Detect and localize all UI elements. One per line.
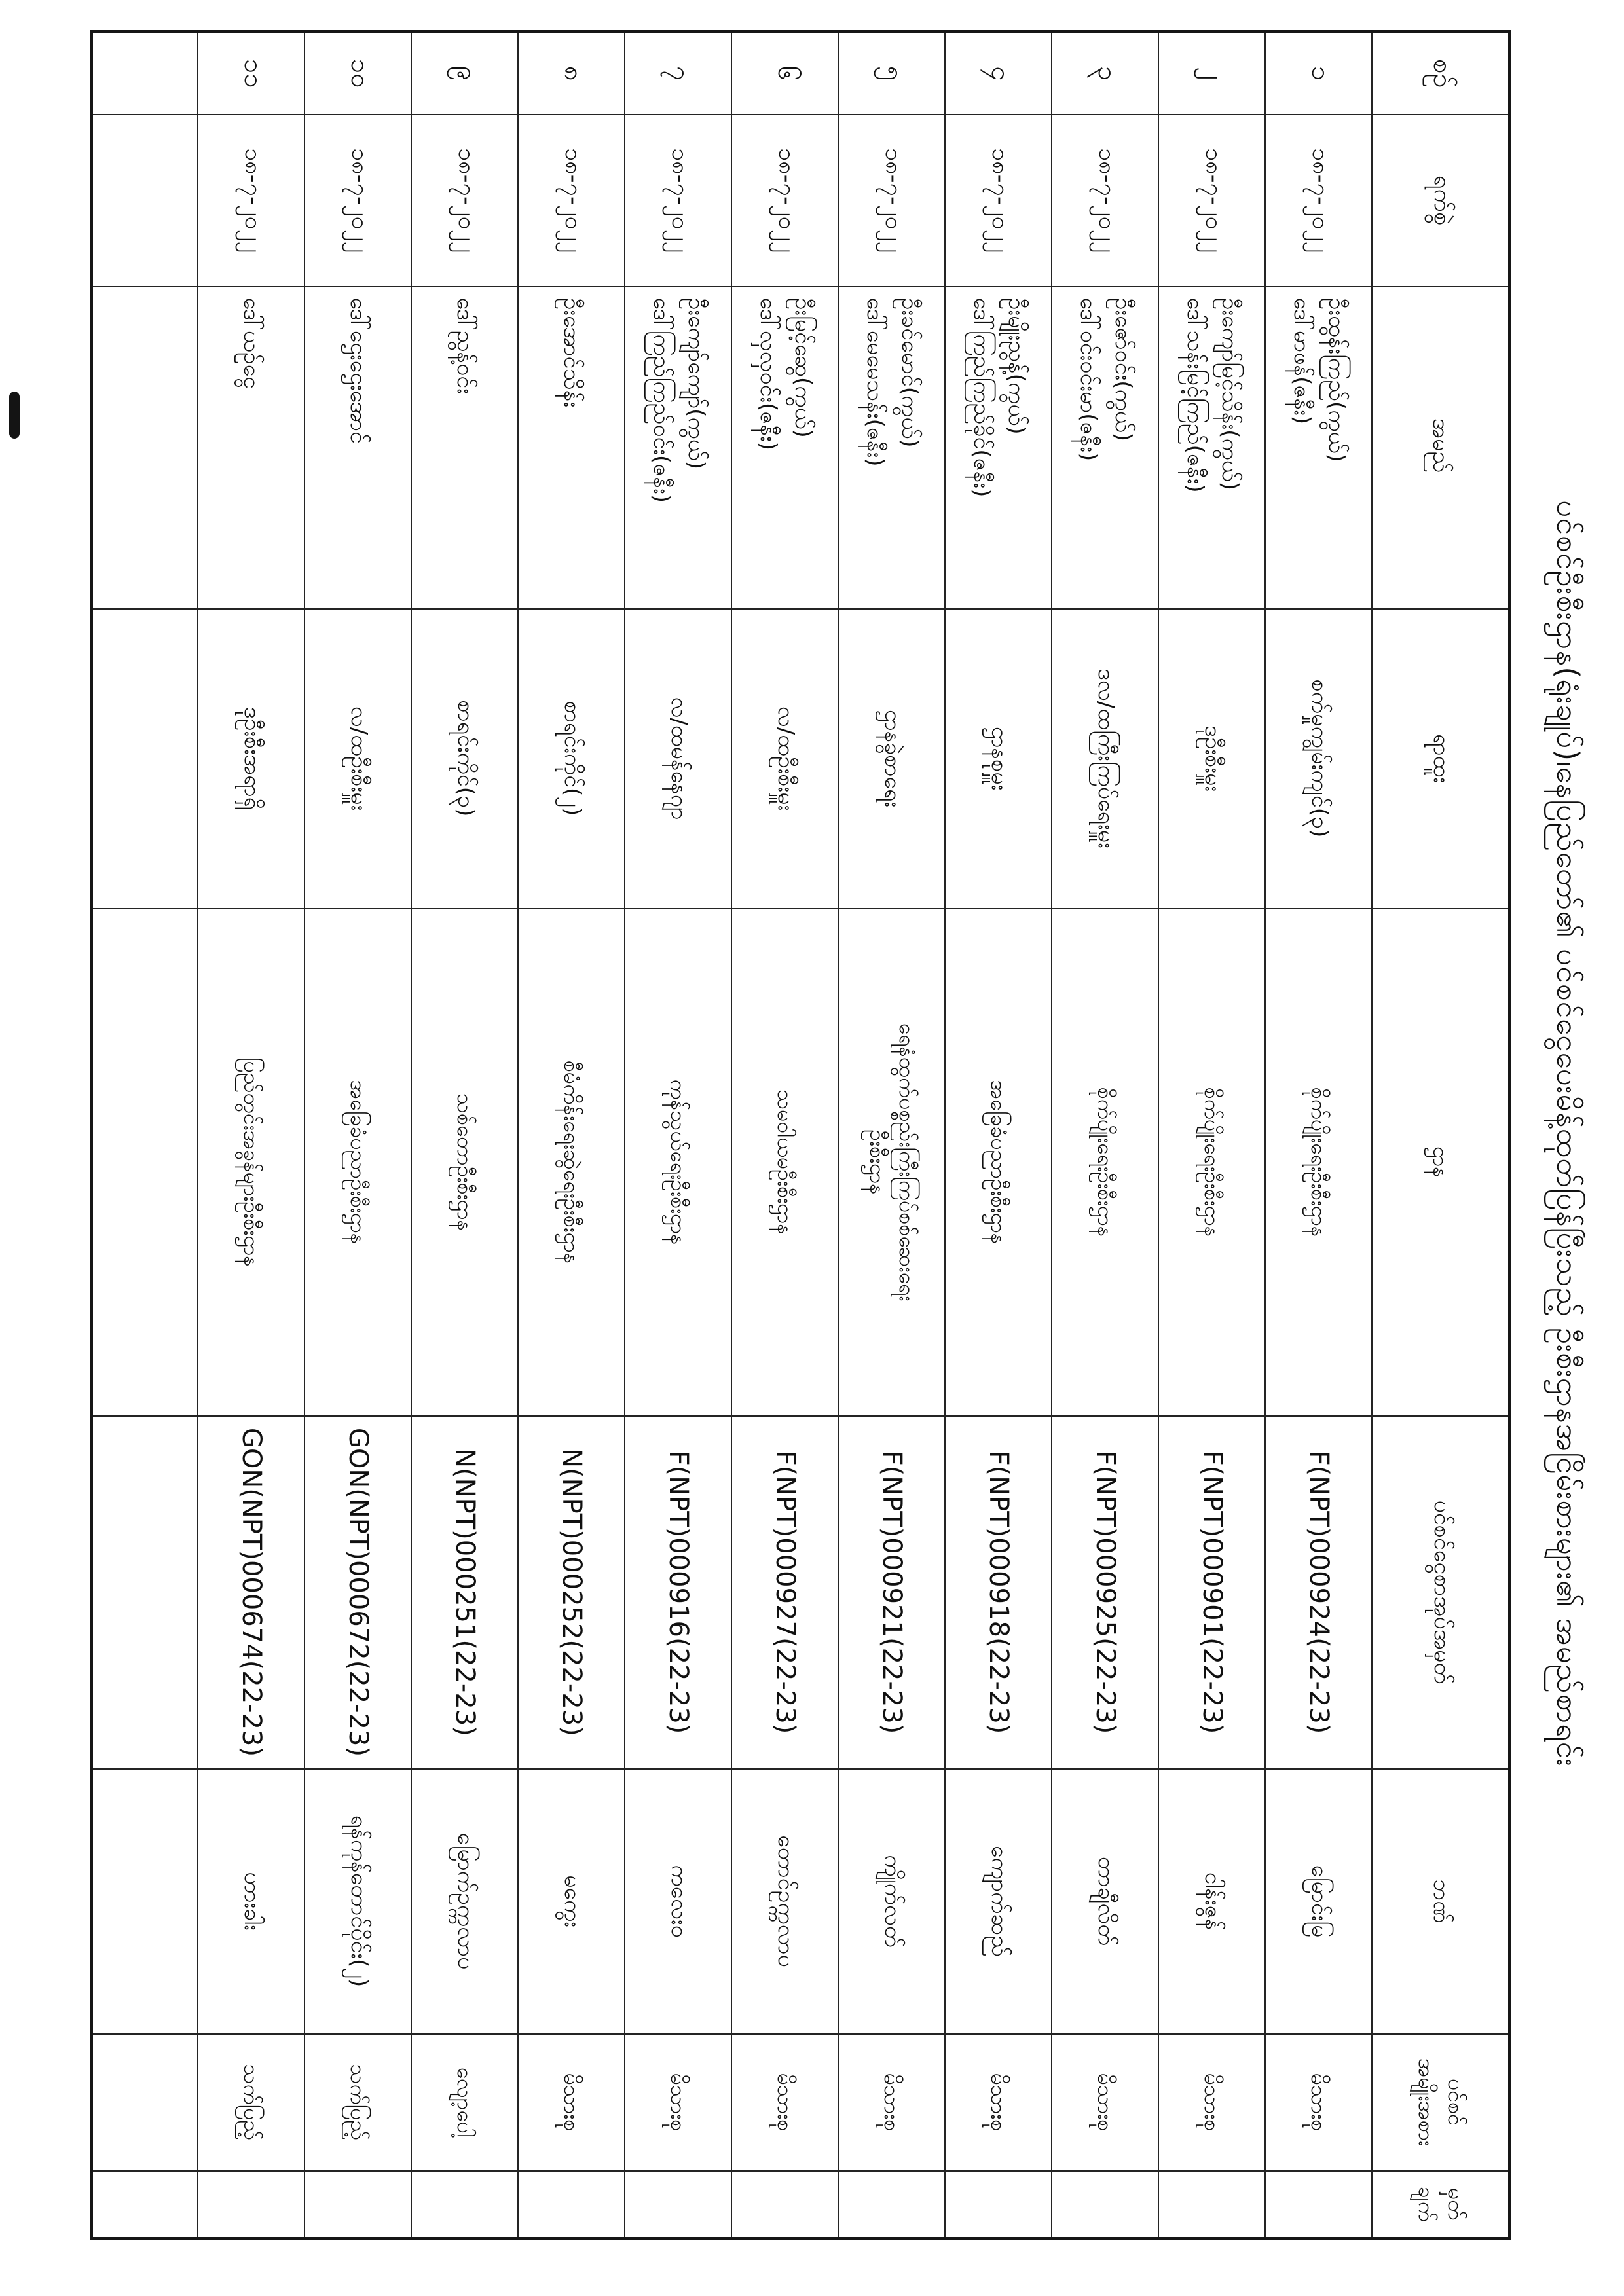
cell-serial: ၅ <box>839 32 946 115</box>
cell-remark <box>412 2171 519 2239</box>
survivor-name: ဒေါ်သန်းမြင့်ကြည်(ဇနီး) <box>1182 297 1208 493</box>
table-row <box>305 32 412 2239</box>
department-line1: စိုက်ပျိုးရေးဦးစီးဌာန <box>1093 1087 1118 1237</box>
cell-book-number: F(NPT)000921(22-23) <box>839 1416 946 1769</box>
table-row <box>1159 32 1266 2239</box>
cell-remark <box>198 2171 305 2239</box>
department-line1: ပြည်တွင်းအခွန်များဦးစီးဌာန <box>239 1057 265 1267</box>
cell-book-number: F(NPT)000918(22-23) <box>946 1416 1052 1769</box>
table-row <box>519 32 625 2239</box>
cell-name <box>625 287 732 609</box>
cell-pension-type: မိသားစု <box>732 2034 839 2171</box>
cell-department <box>198 909 305 1416</box>
pensioner-name: ဦးထွန်းကြည်(ကွယ်) <box>1323 297 1350 462</box>
cell-rank <box>92 609 198 909</box>
cell-date: ၁၈-၇-၂၀၂၂ <box>198 115 305 287</box>
cell-name <box>946 287 1052 609</box>
col-header-remark <box>1373 2171 1510 2239</box>
cell-book-number: GON(NPT)000674(22-23) <box>198 1416 305 1769</box>
pensioner-name: ဦးခင်မောင်(ကွယ်) <box>896 297 923 448</box>
cell-bank: မကွေး <box>519 1769 625 2034</box>
scan-edge-artifact <box>9 392 20 439</box>
table-row <box>946 32 1052 2239</box>
cell-remark <box>946 2171 1052 2239</box>
pension-table <box>90 30 1511 2240</box>
col-header-book-number: ပင်စင်ငွေစာအုပ်အမှတ် <box>1373 1416 1510 1769</box>
cell-remark <box>1052 2171 1159 2239</box>
cell-book-number: F(NPT)000925(22-23) <box>1052 1416 1159 1769</box>
cell-department <box>305 909 412 1416</box>
col-header-rank: ရာထူး <box>1373 609 1510 909</box>
survivor-name: ဒေါ်မာဖန်(ဇနီး) <box>1289 297 1315 425</box>
cell-pension-type: သက်ပြည့် <box>198 2034 305 2171</box>
cell-name <box>198 287 305 609</box>
table-row-empty <box>92 32 198 2239</box>
cell-rank: စာရင်းကိုင်(၃) <box>412 609 519 909</box>
cell-rank: ဒုဦးစီးအရာရှိ <box>198 609 305 909</box>
cell-date: ၁၈-၇-၂၀၂၂ <box>1266 115 1373 287</box>
cell-rank: ဒလ/ထကြီးကြပ်ရေးမှူး <box>1052 609 1159 909</box>
cell-bank: မြောင်းမြ <box>1266 1769 1373 2034</box>
header-row <box>1373 32 1510 2239</box>
pensioner-name: ဒေါ်ညွန့်ဝင်း <box>452 297 479 394</box>
cell-date: ၁၈-၇-၂၀၂၂ <box>412 115 519 287</box>
cell-book-number: F(NPT)000927(22-23) <box>732 1416 839 1769</box>
cell-pension-type: မိသားစု <box>1159 2034 1266 2171</box>
cell-remark <box>519 2171 625 2239</box>
cell-date: ၁၈-၇-၂၀၂၂ <box>519 115 625 287</box>
department-line1: သမဝါယမဦးစီးဌာန <box>773 1089 798 1235</box>
cell-remark <box>1159 2171 1266 2239</box>
department-line1: အခြေခံပညာဦးစီးဌာန <box>986 1080 1012 1245</box>
cell-serial: ၇ <box>625 32 732 115</box>
table-row <box>732 32 839 2239</box>
cell-bank: တောင်ဥက္ကလာပ <box>732 1769 839 2034</box>
cell-date: ၁၈-၇-၂၀၂၂ <box>305 115 412 287</box>
cell-department <box>519 909 625 1416</box>
col-header-remark-line2: ချက် <box>1413 2186 1439 2222</box>
cell-rank: လ/ထဦးစီးမှူး <box>732 609 839 909</box>
cell-rank: လ/ထဦးစီးမှူး <box>305 609 412 909</box>
cell-pension-type: မိသားစု <box>946 2034 1052 2171</box>
survivor-name: ဒေါ်ဝင်းဝင်းမာ(ဇနီး) <box>1075 297 1101 462</box>
cell-remark <box>839 2171 946 2239</box>
cell-department <box>625 909 732 1416</box>
department-line1: ကုန်သွယ်ရေးဦးစီးဌာန <box>666 1079 692 1245</box>
cell-serial: ၁၀ <box>305 32 412 115</box>
cell-bank: မြောက်ဥက္ကလာပ <box>412 1769 519 2034</box>
pensioner-name: ဦးမြင့်ဆွေ(ကွယ်) <box>789 297 816 438</box>
cell-serial: ၆ <box>732 32 839 115</box>
table-row <box>1052 32 1159 2239</box>
pensioner-name: ဦးကျော်ကျော်(ကွယ်) <box>682 297 709 469</box>
pensioner-name: ဦးကျော်မြင့်သိန်း(ကွယ်) <box>1216 297 1243 490</box>
cell-bank: ရန်ကုန်တောင်ပိုင်း(၂) <box>305 1769 412 2034</box>
cell-name <box>305 287 412 609</box>
cell-serial: ၂ <box>1159 32 1266 115</box>
cell-rank: စက်မှုကျွမ်းကျင်(၃) <box>1266 609 1373 909</box>
cell-bank: ကလေးဝ <box>625 1769 732 2034</box>
pensioner-name: ဦးမျိုးညွန့်(ကွယ်) <box>1003 297 1029 435</box>
department-line1: သစ်တောဦးစီးဌာန <box>452 1093 478 1231</box>
col-header-bank: ဘဏ် <box>1373 1769 1510 2034</box>
cell-rank: ဌာနစုမှူး <box>946 609 1052 909</box>
cell-serial: ၄ <box>946 32 1052 115</box>
cell-book-number: F(NPT)000924(22-23) <box>1266 1416 1373 1769</box>
cell-book-number: GON(NPT)000672(22-23) <box>305 1416 412 1769</box>
cell-pension-type: မိသားစု <box>839 2034 946 2171</box>
cell-pension-type: မိသားစု <box>1052 2034 1159 2171</box>
table-row <box>839 32 946 2239</box>
cell-pension-type: မိသားစု <box>625 2034 732 2171</box>
cell-bank <box>92 1769 198 2034</box>
cell-date: ၁၈-၇-၂၀၂၂ <box>1052 115 1159 287</box>
cell-department <box>1052 909 1159 1416</box>
col-header-remark-line1: မှတ် <box>1443 2188 1468 2221</box>
col-header-serial: စဉ် <box>1373 32 1510 115</box>
cell-department <box>839 909 946 1416</box>
cell-name <box>1052 287 1159 609</box>
cell-bank: ကျောက်ဆည် <box>946 1769 1052 2034</box>
col-header-pension-type-line1: ပင်စင် <box>1443 2079 1468 2126</box>
cell-date <box>92 115 198 287</box>
cell-bank: ဟားခါး <box>198 1769 305 2034</box>
cell-remark <box>1266 2171 1373 2239</box>
cell-date: ၁၈-၇-၂၀၂၂ <box>625 115 732 287</box>
cell-remark <box>732 2171 839 2239</box>
table-row <box>198 32 305 2239</box>
col-header-pension-type-line2: အမျိုးအစား <box>1413 2058 1439 2147</box>
col-header-pension-type <box>1373 2034 1510 2171</box>
cell-date: ၁၈-၇-၂၀၂၂ <box>946 115 1052 287</box>
survivor-name: ဒေါ်ကြည်ကြည်ဝင်း(ဇနီး) <box>648 297 674 503</box>
cell-bank: ကျိုက်လတ် <box>839 1769 946 2034</box>
col-header-date: ရက်စွဲ <box>1373 115 1510 287</box>
col-header-department: ဌာန <box>1373 909 1510 1416</box>
pensioner-name: ဦးအောင်သိန်း <box>559 297 585 408</box>
pensioner-name: ဦးဇော်ဝင်း(ကွယ်) <box>1109 297 1136 442</box>
cell-serial: ၁၁ <box>198 32 305 115</box>
cell-serial: ၁ <box>1266 32 1373 115</box>
cell-serial: ၈ <box>519 32 625 115</box>
survivor-name: ဒေါ်ကြည်ကြည်ခိုင်(ဇနီး) <box>969 297 995 498</box>
cell-bank: ငါန်းဇွန် <box>1159 1769 1266 2034</box>
pensioner-name: ဒေါ်ယဉ်ငွေ <box>238 297 265 389</box>
cell-date: ၁၈-၇-၂၀၂၂ <box>839 115 946 287</box>
cell-department <box>946 909 1052 1416</box>
cell-name <box>1159 287 1266 609</box>
cell-department <box>412 909 519 1416</box>
cell-name <box>519 287 625 609</box>
cell-rank: ဌာနခွဲစာရေး <box>839 609 946 909</box>
cell-rank: ဒုဦးစီးမှူး <box>1159 609 1266 909</box>
cell-pension-type: လျော့ပေါ့ <box>412 2034 519 2171</box>
cell-bank: တာချီလိတ် <box>1052 1769 1159 2034</box>
cell-date: ၁၈-၇-၂၀၂၂ <box>1159 115 1266 287</box>
cell-serial <box>92 32 198 115</box>
cell-remark <box>625 2171 732 2239</box>
cell-name <box>732 287 839 609</box>
cell-name <box>412 287 519 609</box>
cell-book-number: F(NPT)000901(22-23) <box>1159 1416 1266 1769</box>
department-line1: စီမံကိန်းရေးဆွဲရေးဦးစီးဌာန <box>559 1060 585 1264</box>
pensioner-name: ဒေါ်ဌေးဌေးအောင် <box>345 297 372 444</box>
survivor-name: ဒေါ်မေမေသန်း(ဇနီး) <box>862 297 888 467</box>
cell-pension-type: မိသားစု <box>519 2034 625 2171</box>
cell-department <box>732 909 839 1416</box>
cell-serial: ၃ <box>1052 32 1159 115</box>
cell-book-number: N(NPT)000251(22-23) <box>412 1416 519 1769</box>
survivor-name: ဒေါ်လှလှဝင်း(ဇနီး) <box>755 297 781 451</box>
cell-book-number: F(NPT)000916(22-23) <box>625 1416 732 1769</box>
table-row <box>625 32 732 2239</box>
cell-name <box>92 287 198 609</box>
table-row <box>412 32 519 2239</box>
cell-book-number: N(NPT)000252(22-23) <box>519 1416 625 1769</box>
cell-name <box>1266 287 1373 609</box>
cell-department <box>1266 909 1373 1416</box>
table-row <box>1266 32 1373 2239</box>
cell-remark <box>305 2171 412 2239</box>
cell-pension-type <box>92 2034 198 2171</box>
department-line1: စိုက်ပျိုးရေးဦးစီးဌာန <box>1200 1087 1225 1237</box>
cell-rank: စာရင်းကိုင်(၂) <box>519 609 625 909</box>
cell-serial: ၉ <box>412 32 519 115</box>
cell-remark <box>92 2171 198 2239</box>
document-title: ပင်စင်ဦးစီးဌာန(ရုံးချုပ်)၊နေပြည်တော်၏ ပင်စင်ငွေပေးမိန့်ထုတ်ပြန်ပြီးသည့် ဦးစီးဌာနအငြိမ်းစားများ၏ အမည်စာရင်း <box>1550 500 1585 1767</box>
cell-book-number <box>92 1416 198 1769</box>
cell-date: ၁၈-၇-၂၀၂၂ <box>732 115 839 287</box>
department-line1: ရေနံထွက်ပစ္စည်းကြီးကြပ်စစ်ဆေးရေး <box>894 1023 919 1302</box>
cell-department <box>1159 909 1266 1416</box>
cell-pension-type: မိသားစု <box>1266 2034 1373 2171</box>
col-header-name: အမည် <box>1373 287 1510 609</box>
department-line1: အခြေခံပညာဦးစီးဌာန <box>346 1080 371 1245</box>
cell-department <box>92 909 198 1416</box>
department-line2: ဦးစီးဌာန <box>865 1129 890 1195</box>
cell-rank: လ/ထမန်နေဂျာ <box>625 609 732 909</box>
cell-pension-type: သက်ပြည့် <box>305 2034 412 2171</box>
cell-name <box>839 287 946 609</box>
department-line1: စိုက်ပျိုးရေးဦးစီးဌာန <box>1306 1087 1332 1237</box>
